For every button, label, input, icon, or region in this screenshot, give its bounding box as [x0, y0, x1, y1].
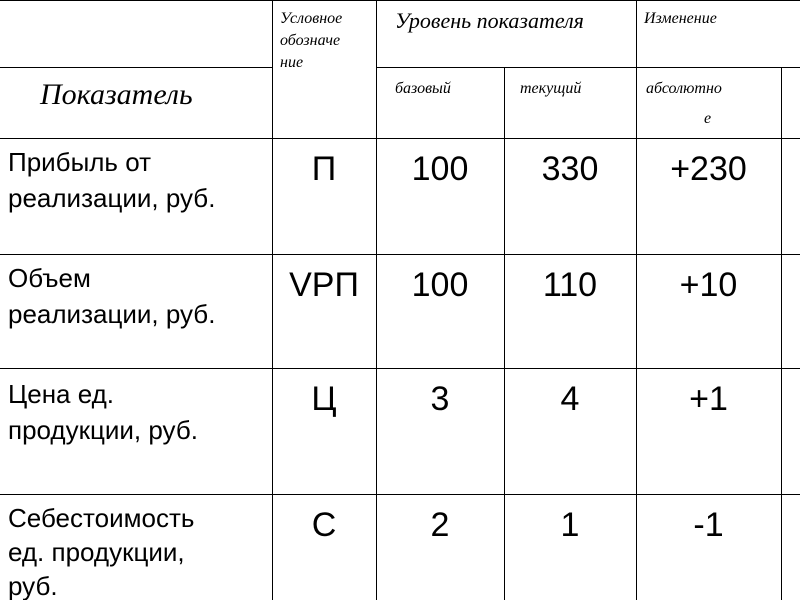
header-divider-1b [376, 67, 800, 68]
header-base: базовый [395, 80, 451, 97]
header-symbol-line1: Условное [280, 10, 343, 27]
row-2-label-line2: реализации, руб. [8, 299, 216, 329]
row-1-label-line1: Прибыль от [8, 147, 151, 177]
top-border [0, 0, 800, 1]
header-divider-1 [0, 67, 272, 68]
header-symbol-line3: ние [280, 54, 304, 71]
row-divider-2 [0, 368, 800, 369]
row-3-current: 4 [560, 380, 580, 418]
row-2-base: 100 [411, 266, 469, 304]
row-1-symbol: П [311, 150, 337, 188]
header-change: Изменение [644, 10, 717, 27]
row-4-base: 2 [430, 506, 450, 544]
row-divider-3 [0, 494, 800, 495]
row-1-absolute: +230 [670, 150, 747, 188]
header-indicator: Показатель [40, 78, 193, 111]
row-1-current: 330 [541, 150, 599, 188]
row-3-absolute: +1 [689, 380, 728, 418]
row-2-absolute: +10 [679, 266, 738, 304]
row-3-label-line2: продукции, руб. [8, 415, 198, 445]
row-4-absolute: -1 [693, 506, 724, 544]
header-bottom-border [0, 138, 800, 139]
row-2-current: 110 [542, 266, 598, 304]
row-4-label-line1: Себестоимость [8, 503, 195, 533]
row-2-symbol: VРП [289, 266, 359, 304]
row-4-current: 1 [560, 506, 580, 544]
row-3-label-line1: Цена ед. [8, 379, 115, 409]
header-absolute-line1: абсолютно [646, 80, 722, 97]
row-1-base: 100 [411, 150, 469, 188]
row-3-symbol: Ц [311, 380, 337, 418]
row-2-label-line1: Объем [8, 263, 91, 293]
row-3-base: 3 [430, 380, 450, 418]
header-level: Уровень показателя [395, 8, 584, 33]
header-current: текущий [520, 80, 582, 97]
row-1-label-line2: реализации, руб. [8, 183, 216, 213]
row-divider-1 [0, 254, 800, 255]
row-4-label-line3: руб. [8, 571, 58, 600]
col-divider-5 [781, 67, 782, 600]
row-4-symbol: С [311, 506, 337, 544]
row-4-label-line2: ед. продукции, [8, 537, 185, 567]
header-absolute-line2: е [704, 110, 712, 127]
header-symbol-line2: обозначе [280, 32, 341, 49]
